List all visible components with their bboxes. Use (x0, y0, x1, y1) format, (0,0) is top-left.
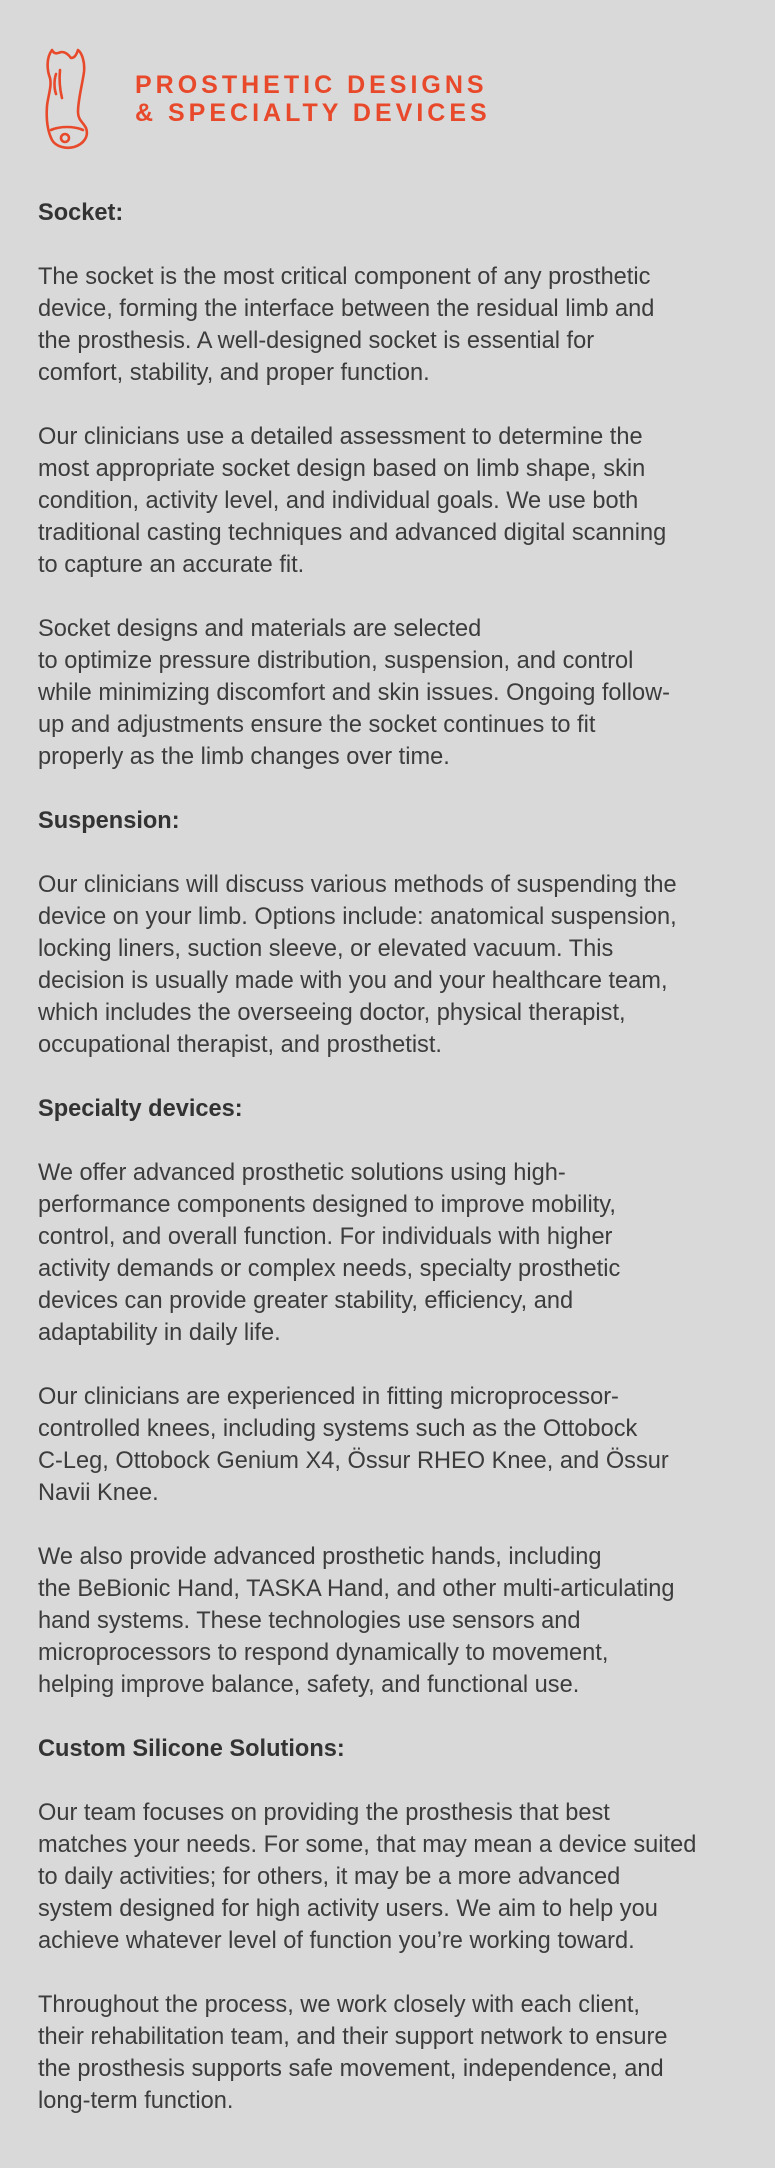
silicone-paragraph-2: Throughout the process, we work closely with each client, their rehabilitation team, and their support network to ensure the prosthesis supports safe movement, independence, and long-term function. (38, 1992, 668, 2114)
brand-title-line-2: & SPECIALTY DEVICES (135, 99, 491, 127)
specialty-devices-heading: Specialty devices: (38, 1096, 243, 1122)
suspension-heading: Suspension: (38, 808, 180, 834)
custom-silicone-section (38, 1733, 737, 2117)
specialty-devices-section (38, 1093, 737, 1701)
socket-paragraph-3: Socket designs and materials are selected to optimize pressure distribution, suspension, and control while minimizing discomfort and skin issues. Ongoing follow- up and adjustments ensure the socket continues to fit properly as the limb changes over time. (38, 616, 671, 770)
socket-heading: Socket: (38, 200, 124, 226)
socket-paragraph-2: Our clinicians use a detailed assessment to determine the most appropriate socket design based on limb shape, skin condition, activity level, and individual goals. We use both traditional casting techniques and advanced digital scanning to capture an accurate fit. (38, 424, 667, 578)
prosthetic-leg-icon (38, 48, 90, 150)
socket-paragraph-1: The socket is the most critical component of any prosthetic device, forming the interface between the residual limb and the prosthesis. A well-designed socket is essential for comfort, stability, and proper function. (38, 264, 655, 386)
silicone-paragraph-1: Our team focuses on providing the prosthesis that best matches your needs. For some, that may mean a device suited to daily activities; for others, it may be a more advanced system designed for high activity users. We aim to help you achieve whatever level of function you’re working toward. (38, 1800, 697, 1954)
brand-title-line-1: PROSTHETIC DESIGNS (135, 71, 488, 99)
suspension-section (38, 805, 737, 1061)
specialty-paragraph-3: We also provide advanced prosthetic hands, including the BeBionic Hand, TASKA Hand, and other multi-articulating hand systems. These technologies use sensors and microprocessors to respond dynamically to movement, helping improve balance, safety, and functional use. (38, 1544, 675, 1698)
socket-section (38, 197, 737, 773)
suspension-paragraph-1: Our clinicians will discuss various methods of suspending the device on your limb. Options include: anatomical suspension, locking liners, suction sleeve, or elevated vacuum. This decision is usually made with you and your healthcare team, which includes the overseeing doctor, physical therapist, occupational therapist, and prosthetist. (38, 872, 677, 1058)
custom-silicone-heading: Custom Silicone Solutions: (38, 1736, 345, 1762)
page-header (38, 0, 737, 150)
main-content (38, 197, 737, 2117)
brand-title (135, 71, 491, 127)
specialty-paragraph-2: Our clinicians are experienced in fitting microprocessor- controlled knees, including systems such as the Ottobock C-Leg, Ottobock Genium X4, Össur RHEO Knee, and Össur Navii Knee. (38, 1384, 669, 1506)
specialty-paragraph-1: We offer advanced prosthetic solutions using high- performance components designed to improve mobility, control, and overall function. For individuals with higher activity demands or complex needs, specialty prosthetic devices can provide greater stability, efficiency, and adaptability in daily life. (38, 1160, 621, 1346)
